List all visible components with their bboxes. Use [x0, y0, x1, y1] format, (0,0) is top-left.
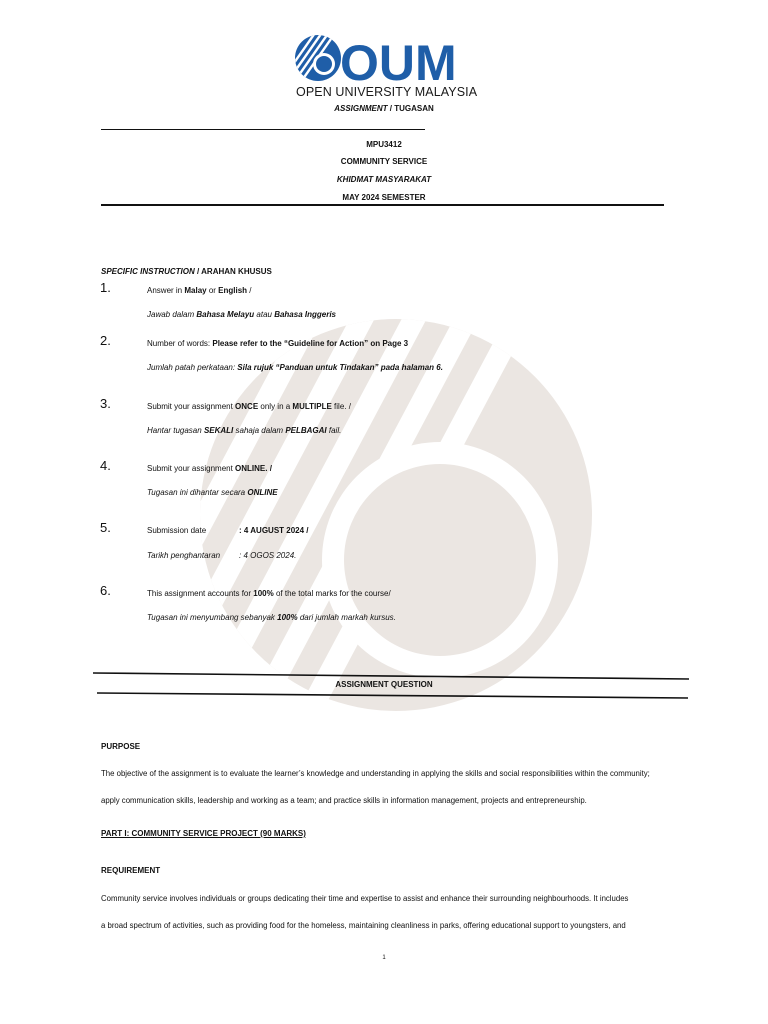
instruction-text-ms — [147, 310, 336, 319]
instruction-segment: Number of words: — [147, 339, 213, 348]
instruction-segment: ONLINE. / — [235, 464, 272, 473]
instruction-segment: MULTIPLE — [292, 402, 332, 411]
instruction-segment: English — [218, 286, 248, 295]
instruction-segment: Submit your assignment — [147, 464, 236, 473]
instructions-heading-ms: / ARAHAN KHUSUS — [194, 267, 272, 276]
instruction-number: 1. — [100, 280, 111, 295]
instruction-segment: only in a — [258, 402, 293, 411]
instruction-segment: Sila rujuk “Panduan untuk Tindakan” pada halaman 6. — [237, 363, 443, 372]
submission-date-value: : 4 AUGUST 2024 / — [239, 526, 309, 535]
instruction-segment: Jumlah patah perkataan: — [147, 363, 238, 372]
instruction-segment: 100% — [277, 613, 298, 622]
instruction-segment: ONLINE — [247, 488, 278, 497]
instruction-segment: sahaja dalam — [233, 426, 286, 435]
semester: MAY 2024 SEMESTER — [342, 193, 426, 202]
instruction-text-en — [147, 464, 272, 473]
assignment-label-en: ASSIGNMENT — [334, 104, 388, 113]
assignment-question-heading: ASSIGNMENT QUESTION — [335, 680, 433, 689]
instruction-segment: atau — [254, 310, 275, 319]
instruction-text-ms — [147, 488, 278, 497]
oum-wordmark: OUM — [340, 35, 457, 91]
instruction-segment: Malay — [184, 286, 207, 295]
instruction-text-en — [147, 589, 391, 598]
instruction-segment: dari jumlah markah kursus. — [297, 613, 396, 622]
instruction-text-ms — [147, 613, 396, 622]
submission-date-label-ms: Tarikh penghantaran — [147, 551, 221, 560]
instruction-segment: / — [247, 286, 252, 295]
instruction-segment: Hantar tugasan — [147, 426, 204, 435]
requirement-line: a broad spectrum of activities, such as providing food for the homeless, maintaining cleanliness in parks, offering educational support to youngsters, and — [101, 921, 626, 930]
instruction-segment: file. / — [331, 402, 351, 411]
course-name: COMMUNITY SERVICE — [340, 157, 428, 166]
instruction-segment: or — [206, 286, 219, 295]
purpose-heading: PURPOSE — [101, 742, 141, 751]
instruction-segment: Answer in — [147, 286, 185, 295]
instruction-segment: Tugasan ini dihantar secara — [147, 488, 248, 497]
instruction-segment: Bahasa Melayu — [196, 310, 255, 319]
oum-emblem-icon — [294, 34, 341, 83]
purpose-line: apply communication skills, leadership and working as a team; and practice skills in information management, projects and entrepreneurship. — [101, 796, 587, 805]
course-code: MPU3412 — [366, 140, 402, 149]
requirement-heading: REQUIREMENT — [101, 866, 161, 875]
instruction-segment: PELBAGAI — [285, 426, 327, 435]
submission-date-value-ms: : 4 OGOS 2024. — [239, 551, 297, 560]
instruction-segment: ONCE — [235, 402, 259, 411]
instruction-number: 3. — [100, 396, 111, 411]
course-name-ms: KHIDMAT MASYARAKAT — [336, 175, 432, 184]
logo-subtitle: OPEN UNIVERSITY MALAYSIA — [296, 85, 478, 99]
instructions-heading-en: SPECIFIC INSTRUCTION — [101, 267, 195, 276]
instructions-heading — [101, 267, 272, 276]
page-number: 1 — [382, 955, 386, 961]
instruction-segment: fail. — [326, 426, 342, 435]
instruction-text-en — [147, 286, 252, 295]
instruction-segment: SEKALI — [203, 426, 234, 435]
instruction-segment: Please refer to the “Guideline for Action” on Page 3 — [212, 339, 409, 348]
instruction-segment: Bahasa Inggeris — [274, 310, 336, 319]
instruction-text-en — [147, 402, 351, 411]
instruction-text-ms — [147, 426, 341, 435]
purpose-line: The objective of the assignment is to evaluate the learner’s knowledge and understanding in applying the skills and social responsibilities within the community; — [101, 769, 650, 778]
instruction-segment: of the total marks for the course/ — [273, 589, 391, 598]
instruction-number: 6. — [100, 583, 111, 598]
part-one-heading: PART I: COMMUNITY SERVICE PROJECT (90 MARKS) — [101, 829, 306, 838]
instruction-segment: Tugasan ini menyumbang sebanyak — [147, 613, 278, 622]
header-divider-short — [101, 129, 425, 130]
instruction-text-en — [147, 339, 408, 348]
assignment-label-ms: / TUGASAN — [387, 104, 434, 113]
instruction-text-ms — [147, 363, 443, 372]
instruction-number: 5. — [100, 520, 111, 535]
instruction-number: 4. — [100, 458, 111, 473]
instruction-segment: This assignment accounts for — [147, 589, 254, 598]
instruction-number: 2. — [100, 333, 111, 348]
header-divider — [101, 204, 664, 206]
instruction-segment: Submit your assignment — [147, 402, 236, 411]
instruction-segment: 100% — [253, 589, 274, 598]
submission-date-label: Submission date — [147, 526, 207, 535]
assignment-label — [0, 104, 768, 113]
instruction-segment: Jawab dalam — [147, 310, 197, 319]
requirement-line: Community service involves individuals or groups dedicating their time and expertise to assist and enhance their surrounding neighbourhoods. It includes — [101, 894, 629, 903]
